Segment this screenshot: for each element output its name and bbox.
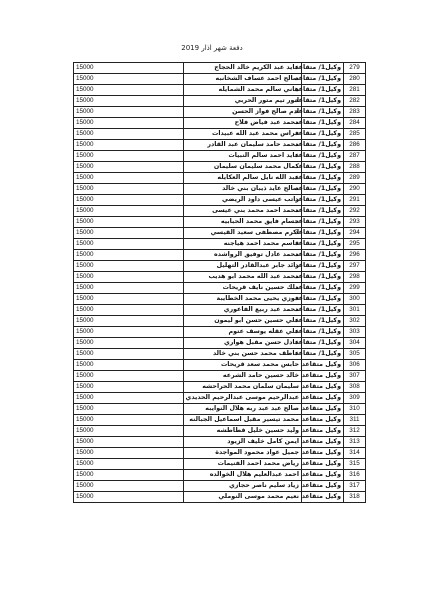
name-cell: صالح عايد ذيبان بني خالد	[184, 184, 302, 195]
name-cell: عايد احمد سالم النبيات	[184, 151, 302, 162]
name-cell: زياد سليم ناصر حجازي	[184, 481, 302, 492]
row-number-cell: 293	[344, 217, 366, 228]
table-row	[74, 327, 366, 338]
rank-cell: وكيل متقاعد	[302, 382, 344, 393]
row-number-cell: 284	[344, 118, 366, 129]
table-row	[74, 173, 366, 184]
row-number-cell: 291	[344, 195, 366, 206]
amount-cell: 15000	[74, 173, 184, 184]
rank-cell: وكيل متقاعد	[302, 492, 344, 503]
rank-cell: وكيل1/ متقاعد	[302, 184, 344, 195]
row-number-cell: 300	[344, 294, 366, 305]
row-number-cell: 303	[344, 327, 366, 338]
name-cell: فوزي يحيى محمد الخطايبة	[184, 294, 302, 305]
name-cell: صالح عبد عبد ربه هلال النوايبه	[184, 404, 302, 415]
rank-cell: وكيل1/ متقاعد	[302, 272, 344, 283]
name-cell: محمد تيسير مقبل اسماعيل الجبالنه	[184, 415, 302, 426]
amount-cell: 15000	[74, 294, 184, 305]
row-number-cell: 315	[344, 459, 366, 470]
table-row	[74, 272, 366, 283]
amount-cell: 15000	[74, 481, 184, 492]
rank-cell: وكيل1/ متقاعد	[302, 217, 344, 228]
table-row	[74, 184, 366, 195]
table-row	[74, 448, 366, 459]
row-number-cell: 311	[344, 415, 366, 426]
name-cell: صالح احمد عساف الشخانبه	[184, 74, 302, 85]
amount-cell: 15000	[74, 470, 184, 481]
row-number-cell: 308	[344, 382, 366, 393]
amount-cell: 15000	[74, 327, 184, 338]
table-row	[74, 393, 366, 404]
table-row	[74, 470, 366, 481]
rank-cell: وكيل1/ متقاعد	[302, 316, 344, 327]
amount-cell: 15000	[74, 129, 184, 140]
amount-cell: 15000	[74, 404, 184, 415]
row-number-cell: 305	[344, 349, 366, 360]
row-number-cell: 295	[344, 239, 366, 250]
table-row	[74, 151, 366, 162]
row-number-cell: 297	[344, 261, 366, 272]
payment-table	[73, 62, 366, 503]
row-number-cell: 301	[344, 305, 366, 316]
rank-cell: وكيل1/ متقاعد	[302, 140, 344, 151]
amount-cell: 15000	[74, 195, 184, 206]
name-cell: محمد احمد محمد بني عيسى	[184, 206, 302, 217]
table-row	[74, 261, 366, 272]
row-number-cell: 318	[344, 492, 366, 503]
name-cell: علي حسين حسن ابو ليمون	[184, 316, 302, 327]
rank-cell: وكيل1/ متقاعد	[302, 74, 344, 85]
table-row	[74, 360, 366, 371]
row-number-cell: 313	[344, 437, 366, 448]
table-row	[74, 283, 366, 294]
amount-cell: 15000	[74, 338, 184, 349]
amount-cell: 15000	[74, 239, 184, 250]
name-cell: ادم صالح فواز الحسن	[184, 107, 302, 118]
table-row	[74, 85, 366, 96]
name-cell: احمد عبدالعليم هلال الخوالده	[184, 470, 302, 481]
amount-cell: 15000	[74, 448, 184, 459]
table-row	[74, 492, 366, 503]
name-cell: عبدالرحيم موسى عبدالرحيم الحديدي	[184, 393, 302, 404]
rank-cell: وكيل متقاعد	[302, 481, 344, 492]
name-cell: حابس محمد سعد قريحات	[184, 360, 302, 371]
table-row	[74, 206, 366, 217]
rank-cell: وكيل1/ متقاعد	[302, 107, 344, 118]
name-cell: راتب عيسى داود الريضي	[184, 195, 302, 206]
amount-cell: 15000	[74, 437, 184, 448]
name-cell: حسام فايق محمد الحبابيه	[184, 217, 302, 228]
table-row	[74, 239, 366, 250]
amount-cell: 15000	[74, 492, 184, 503]
table-row	[74, 140, 366, 151]
name-cell: ايمن كامل خليف الزيود	[184, 437, 302, 448]
amount-cell: 15000	[74, 349, 184, 360]
name-cell: جميل عواد محمود المواجدة	[184, 448, 302, 459]
table-row	[74, 338, 366, 349]
amount-cell: 15000	[74, 371, 184, 382]
rank-cell: وكيل متقاعد	[302, 404, 344, 415]
name-cell: قاسم محمد احمد هياجنه	[184, 239, 302, 250]
table-row	[74, 118, 366, 129]
row-number-cell: 310	[344, 404, 366, 415]
table-row	[74, 415, 366, 426]
row-number-cell: 292	[344, 206, 366, 217]
rank-cell: وكيل1/ متقاعد	[302, 151, 344, 162]
rank-cell: وكيل1/ متقاعد	[302, 173, 344, 184]
row-number-cell: 316	[344, 470, 366, 481]
name-cell: وليد حسين خليل قطاطشه	[184, 426, 302, 437]
row-number-cell: 309	[344, 393, 366, 404]
row-number-cell: 304	[344, 338, 366, 349]
name-cell: عادل حسن مقبل هواري	[184, 338, 302, 349]
rank-cell: وكيل1/ متقاعد	[302, 305, 344, 316]
table-row	[74, 459, 366, 470]
table-row	[74, 96, 366, 107]
name-cell: رياض محمد احمد الفنيمات	[184, 459, 302, 470]
rank-cell: وكيل1/ متقاعد	[302, 96, 344, 107]
table-row	[74, 250, 366, 261]
row-number-cell: 285	[344, 129, 366, 140]
row-number-cell: 317	[344, 481, 366, 492]
row-number-cell: 296	[344, 250, 366, 261]
rank-cell: وكيل1/ متقاعد	[302, 63, 344, 74]
rank-cell: وكيل1/ متقاعد	[302, 129, 344, 140]
table-row	[74, 107, 366, 118]
name-cell: نعيم محمد موسى النوملي	[184, 492, 302, 503]
row-number-cell: 283	[344, 107, 366, 118]
name-cell: ملك حسين نايف قريحات	[184, 283, 302, 294]
rank-cell: وكيل متقاعد	[302, 371, 344, 382]
amount-cell: 15000	[74, 415, 184, 426]
amount-cell: 15000	[74, 107, 184, 118]
amount-cell: 15000	[74, 459, 184, 470]
table-row	[74, 481, 366, 492]
name-cell: عبد الله نايل سالم العكايله	[184, 173, 302, 184]
rank-cell: وكيل1/ متقاعد	[302, 261, 344, 272]
amount-cell: 15000	[74, 63, 184, 74]
amount-cell: 15000	[74, 250, 184, 261]
table-row	[74, 228, 366, 239]
amount-cell: 15000	[74, 426, 184, 437]
table-row	[74, 74, 366, 85]
table-row	[74, 404, 366, 415]
rank-cell: وكيل متقاعد	[302, 437, 344, 448]
name-cell: كمال محمد سليمان سليمان	[184, 162, 302, 173]
table-row	[74, 382, 366, 393]
rank-cell: وكيل متقاعد	[302, 448, 344, 459]
name-cell: عايد عبد الكريم خالد الحجاج	[184, 63, 302, 74]
name-cell: عاطف محمد حسن بني خالد	[184, 349, 302, 360]
amount-cell: 15000	[74, 151, 184, 162]
row-number-cell: 289	[344, 173, 366, 184]
rank-cell: وكيل1/ متقاعد	[302, 250, 344, 261]
table-row	[74, 129, 366, 140]
row-number-cell: 312	[344, 426, 366, 437]
row-number-cell: 298	[344, 272, 366, 283]
table-row	[74, 294, 366, 305]
amount-cell: 15000	[74, 217, 184, 228]
table-row	[74, 316, 366, 327]
row-number-cell: 288	[344, 162, 366, 173]
row-number-cell: 307	[344, 371, 366, 382]
name-cell: رائد جابر عبدالقادر التهليل	[184, 261, 302, 272]
amount-cell: 15000	[74, 393, 184, 404]
amount-cell: 15000	[74, 140, 184, 151]
name-cell: خالد حسين حامد الشرعه	[184, 371, 302, 382]
name-cell: فراس محمد عبد الله عبيدات	[184, 129, 302, 140]
row-number-cell: 281	[344, 85, 366, 96]
row-number-cell: 286	[344, 140, 366, 151]
table-row	[74, 217, 366, 228]
amount-cell: 15000	[74, 305, 184, 316]
table-body	[74, 63, 366, 503]
name-cell: اكرم مصطفى سعيد القيسي	[184, 228, 302, 239]
row-number-cell: 294	[344, 228, 366, 239]
table-row	[74, 63, 366, 74]
rank-cell: وكيل1/ متقاعد	[302, 206, 344, 217]
row-number-cell: 314	[344, 448, 366, 459]
rank-cell: وكيل1/ متقاعد	[302, 239, 344, 250]
amount-cell: 15000	[74, 272, 184, 283]
rank-cell: وكيل متقاعد	[302, 470, 344, 481]
amount-cell: 15000	[74, 184, 184, 195]
amount-cell: 15000	[74, 206, 184, 217]
amount-cell: 15000	[74, 228, 184, 239]
rank-cell: وكيل متقاعد	[302, 393, 344, 404]
name-cell: سليمان سلمان محمد الحراحشه	[184, 382, 302, 393]
amount-cell: 15000	[74, 85, 184, 96]
amount-cell: 15000	[74, 74, 184, 85]
row-number-cell: 280	[344, 74, 366, 85]
table-row	[74, 426, 366, 437]
name-cell: محمد حامد سليمان عبد القادر	[184, 140, 302, 151]
row-number-cell: 290	[344, 184, 366, 195]
amount-cell: 15000	[74, 96, 184, 107]
name-cell: محمد عبد ربيع الفاعوري	[184, 305, 302, 316]
row-number-cell: 306	[344, 360, 366, 371]
row-number-cell: 299	[344, 283, 366, 294]
rank-cell: وكيل1/ متقاعد	[302, 85, 344, 96]
rank-cell: وكيل1/ متقاعد	[302, 162, 344, 173]
name-cell: انور تيم متور الحربي	[184, 96, 302, 107]
amount-cell: 15000	[74, 283, 184, 294]
row-number-cell: 282	[344, 96, 366, 107]
table-row	[74, 437, 366, 448]
amount-cell: 15000	[74, 382, 184, 393]
rank-cell: وكيل متقاعد	[302, 360, 344, 371]
row-number-cell: 302	[344, 316, 366, 327]
name-cell: علي عقله يوسف عتوم	[184, 327, 302, 338]
rank-cell: وكيل1/ متقاعد	[302, 228, 344, 239]
rank-cell: وكيل1/ متقاعد	[302, 338, 344, 349]
table-row	[74, 371, 366, 382]
rank-cell: وكيل1/ متقاعد	[302, 283, 344, 294]
page-title: دفعة شهر اذار 2019	[181, 44, 243, 52]
row-number-cell: 279	[344, 63, 366, 74]
rank-cell: وكيل متقاعد	[302, 459, 344, 470]
rank-cell: وكيل متقاعد	[302, 415, 344, 426]
amount-cell: 15000	[74, 162, 184, 173]
name-cell: محمد عادل توفيق الرواشده	[184, 250, 302, 261]
table-row	[74, 305, 366, 316]
amount-cell: 15000	[74, 261, 184, 272]
name-cell: هاني سالم محمد الشمايله	[184, 85, 302, 96]
amount-cell: 15000	[74, 118, 184, 129]
rank-cell: وكيل متقاعد	[302, 426, 344, 437]
table-row	[74, 195, 366, 206]
table-row	[74, 349, 366, 360]
name-cell: محمد عبد الله محمد ابو هديب	[184, 272, 302, 283]
rank-cell: وكيل1/ متقاعد	[302, 327, 344, 338]
amount-cell: 15000	[74, 316, 184, 327]
name-cell: محمد عبد فياض فلاح	[184, 118, 302, 129]
amount-cell: 15000	[74, 360, 184, 371]
table-row	[74, 162, 366, 173]
row-number-cell: 287	[344, 151, 366, 162]
rank-cell: وكيل1/ متقاعد	[302, 195, 344, 206]
rank-cell: وكيل1/ متقاعد	[302, 349, 344, 360]
rank-cell: وكيل1/ متقاعد	[302, 118, 344, 129]
rank-cell: وكيل1/ متقاعد	[302, 294, 344, 305]
